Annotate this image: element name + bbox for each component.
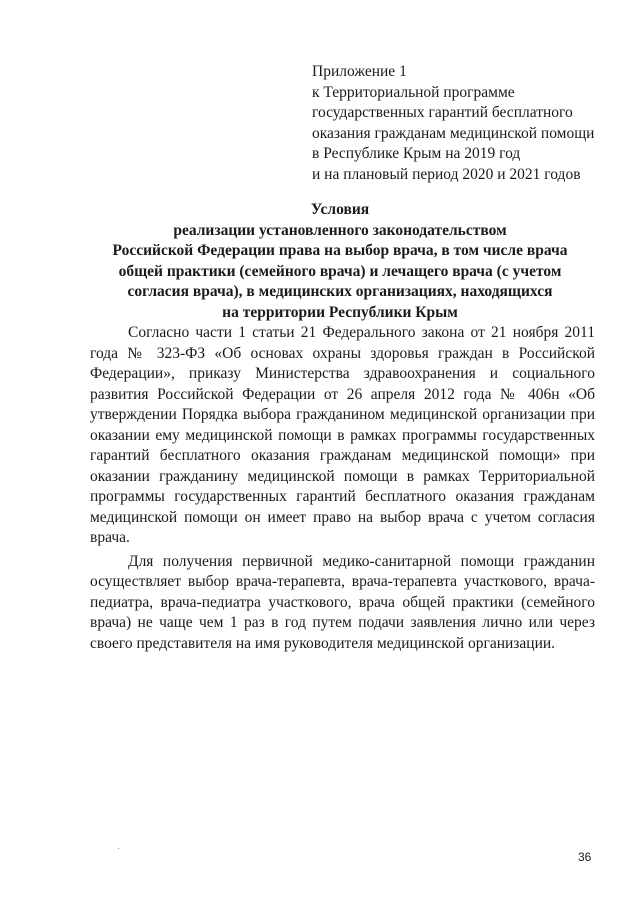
appendix-line: оказания гражданам медицинской помощи	[312, 124, 595, 142]
appendix-line: к Территориальной программе	[312, 83, 515, 101]
appendix-line: в Республике Крым на 2019 год	[312, 145, 521, 162]
body-paragraph: Для получения первичной медико-санитарной помощи гражданин осуществляет выбор врача-терапевта, врача-терапевта участкового, врача-педиатра, врача-педиатра участкового, врача общей практики (семейного врача) не чаще чем 1 раз в год путем подачи заявления лично или через своего представителя на имя руководителя медицинской организации.	[90, 552, 595, 652]
appendix-line: Приложение 1	[312, 63, 407, 80]
title-line: согласия врача), в медицинских организациях, находящихся	[127, 283, 553, 300]
page-number: 36	[578, 850, 592, 864]
title-line: реализации установленного законодательством	[173, 221, 507, 239]
title-line: общей практики (семейного врача) и лечащего врача (с учетом	[118, 262, 562, 280]
scan-speck	[118, 848, 119, 849]
title-line: Условия	[310, 201, 370, 218]
appendix-header	[312, 62, 612, 185]
title-line: Российской Федерации права на выбор врача, в том числе врача	[112, 242, 568, 259]
document-body	[90, 323, 595, 657]
body-paragraph: Согласно части 1 статьи 21 Федерального закона от 21 ноября 2011 года № 323-ФЗ «Об основах охраны здоровья граждан в Российской Федерации», приказу Министерства здравоохранения и социального развития Российской Федерации от 26 апреля 2012 года № 406н «Об утверждении Порядка выбора гражданином медицинской организации при оказании ему медицинской помощи в рамках программы государственных гарантий бесплатного оказания гражданам медицинской помощи» при оказании гражданину медицинской помощи в рамках Территориальной программы государственных гарантий бесплатного оказания гражданам медицинской помощи он имеет право на выбор врача с учетом согласия врача.	[90, 324, 595, 546]
document-title	[80, 200, 600, 323]
appendix-line: и на плановый период 2020 и 2021 годов	[312, 165, 581, 183]
title-line: на территории Республики Крым	[222, 303, 458, 321]
appendix-line: государственных гарантий бесплатного	[312, 104, 573, 121]
